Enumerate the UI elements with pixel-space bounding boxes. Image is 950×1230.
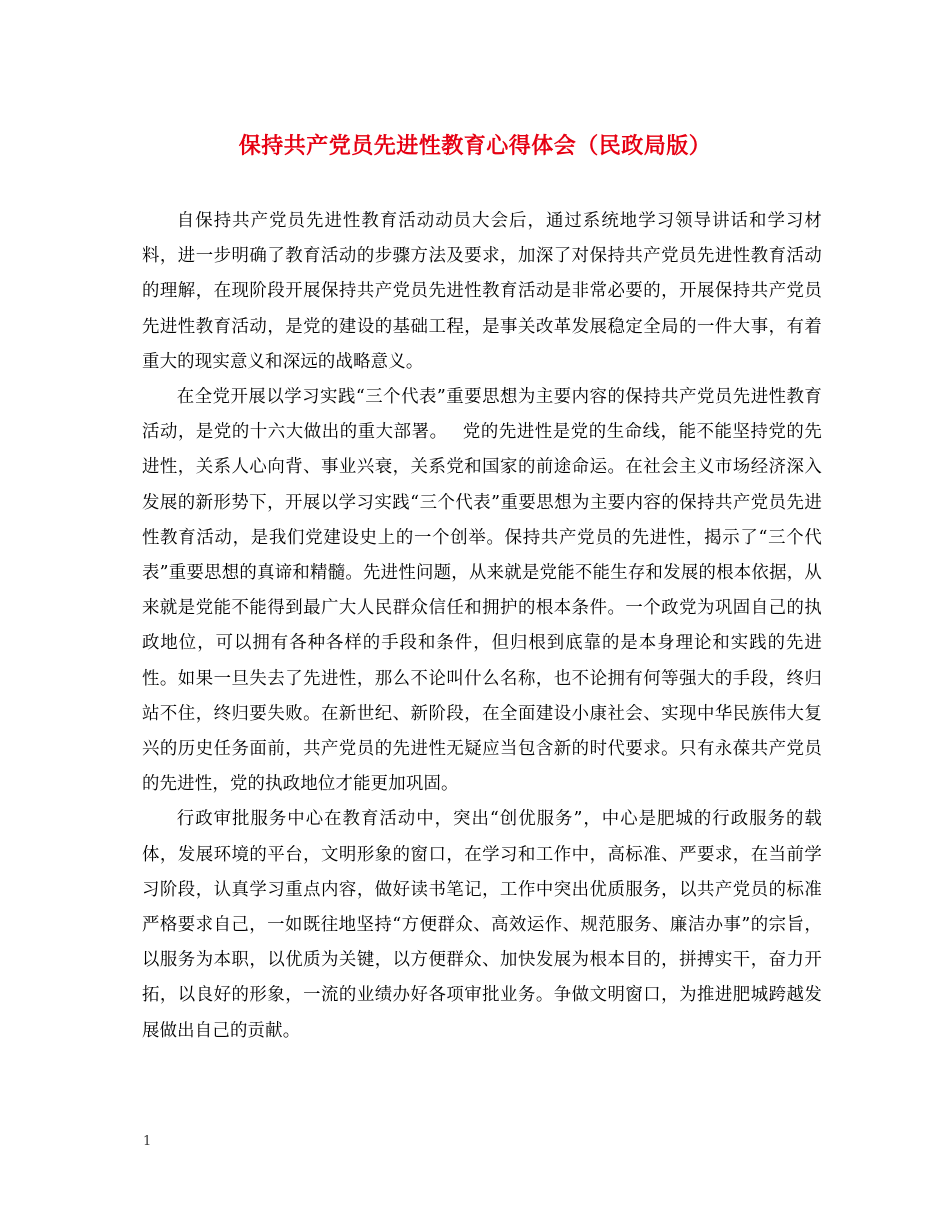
- paragraph-1: 自保持共产党员先进性教育活动动员大会后，通过系统地学习领导讲话和学习材料，进一步明确了教育活动的步骤方法及要求，加深了对保持共产党员先进性教育活动的理解，在现阶段开展保持共产党员先进性教育活动是非常必要的，开展保持共产党员先进性教育活动，是党的建设的基础工程，是事关改革发展稳定全局的一件大事，有着重大的现实意义和深远的战略意义。: [142, 211, 822, 372]
- paragraph-3: 行政审批服务中心在教育活动中，突出“创优服务”，中心是肥城的行政服务的载体，发展环境的平台，文明形象的窗口，在学习和工作中，高标准、严要求，在当前学习阶段，认真学习重点内容，做好读书笔记，工作中突出优质服务，以共产党员的标准严格要求自己，一如既往地坚持“方便群众、高效运作、规范服务、廉洁办事”的宗旨，以服务为本职，以优质为关键，以方便群众、加快发展为根本目的，拼搏实干，奋力开拓，以良好的形象，一流的业绩办好各项审批业务。争做文明窗口，为推进肥城跨越发展做出自己的贡献。: [142, 809, 822, 1041]
- page-number: 1: [143, 1134, 152, 1149]
- document-title: 保持共产党员先进性教育心得体会（民政局版）: [238, 133, 712, 159]
- paragraph-2: 在全党开展以学习实践“三个代表”重要思想为主要内容的保持共产党员先进性教育活动，是党的十六大做出的重大部署。 党的先进性是党的生命线，能不能坚持党的先进性，关系人心向背、事业兴衰，关系党和国家的前途命运。在社会主义市场经济深入发展的新形势下，开展以学习实践“三个代表”重要思想为主要内容的保持共产党员先进性教育活动，是我们党建设史上的一个创举。保持共产党员的先进性，揭示了“三个代表”重要思想的真谛和精髓。先进性问题，从来就是党能不能生存和发展的根本依据，从来就是党能不能得到最广大人民群众信任和拥护的根本条件。一个政党为巩固自己的执政地位，可以拥有各种各样的手段和条件，但归根到底靠的是本身理论和实践的先进性。如果一旦失去了先进性，那么不论叫什么名称，也不论拥有何等强大的手段，终归站不住，终归要失败。在新世纪、新阶段，在全面建设小康社会、实现中华民族伟大复兴的历史任务面前，共产党员的先进性无疑应当包含新的时代要求。只有永葆共产党员的先进性，党的执政地位才能更加巩固。: [142, 387, 822, 795]
- document-body: [142, 204, 822, 1049]
